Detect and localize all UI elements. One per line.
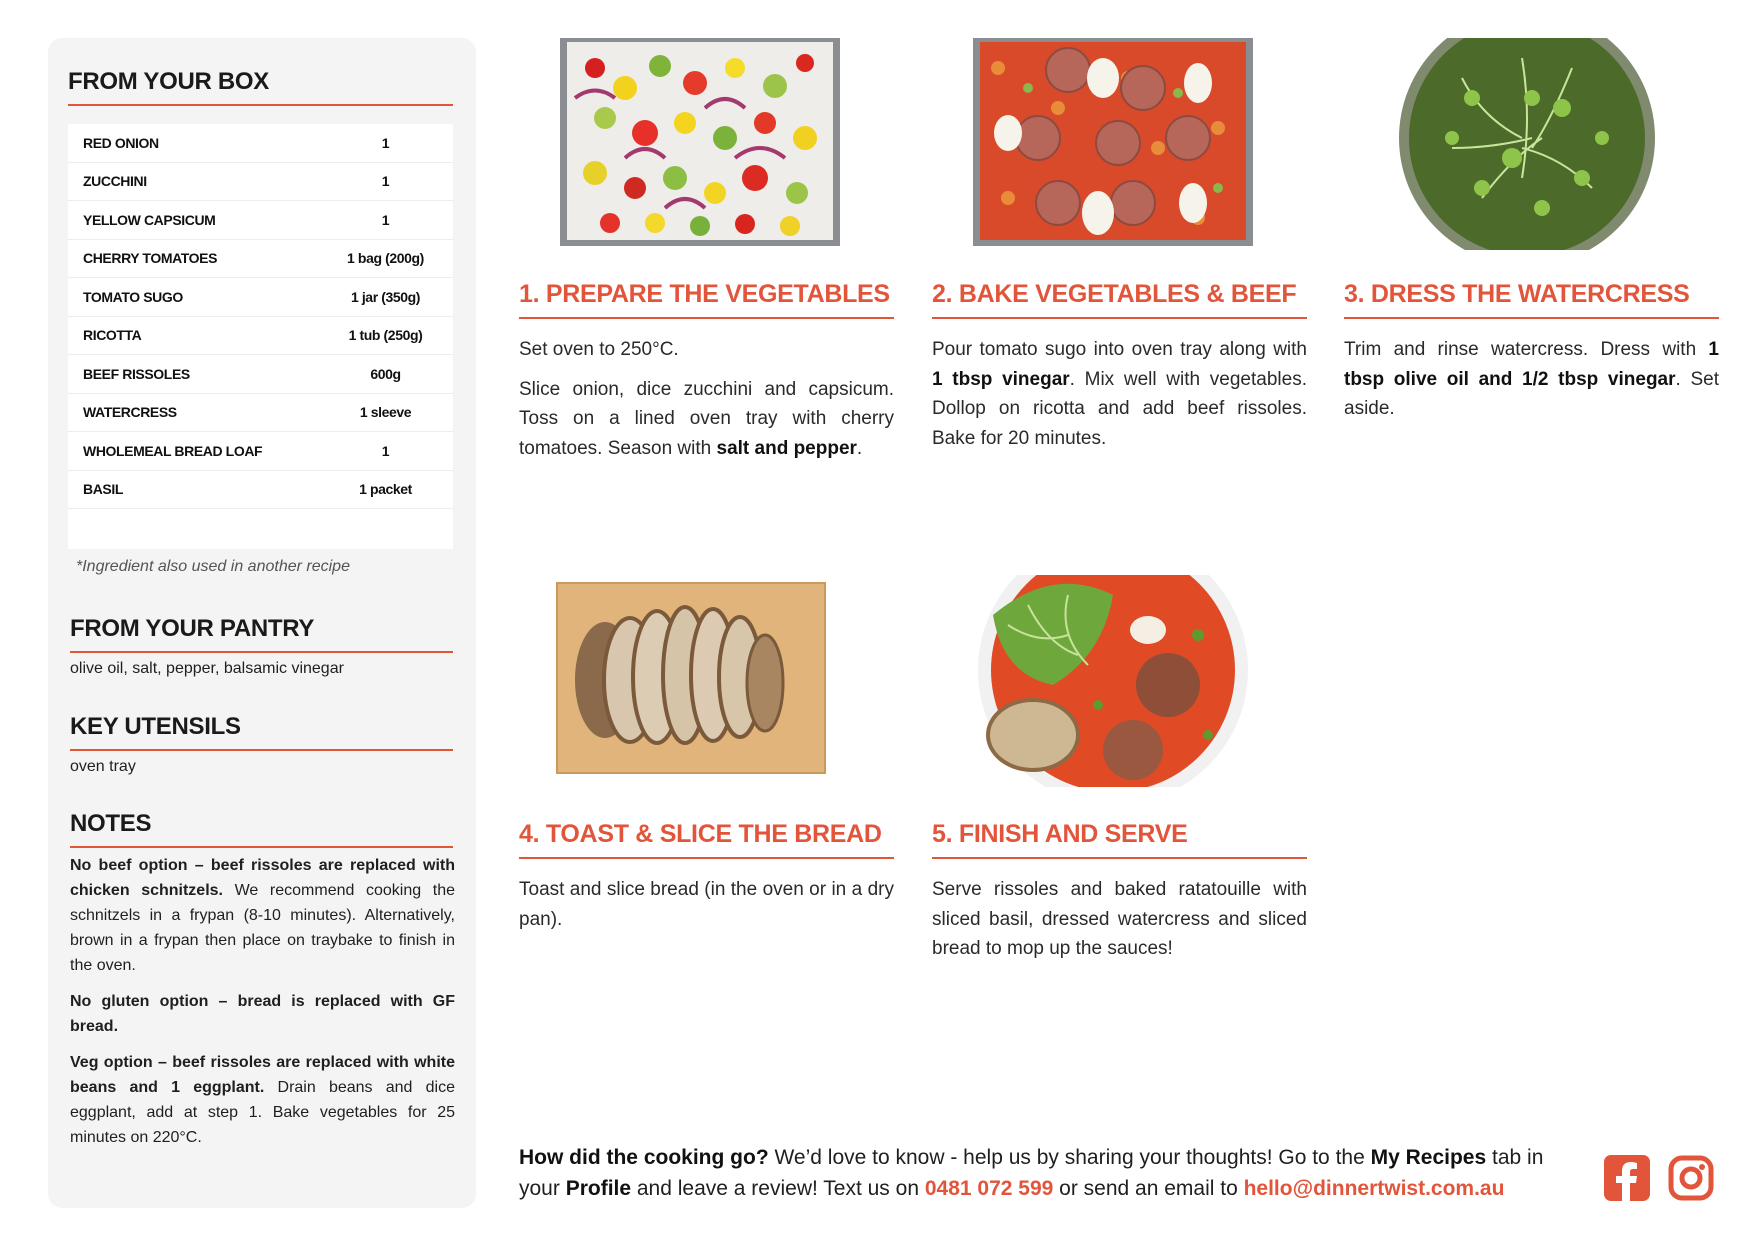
ingredient-qty: 1 tub (250g) [348,327,423,344]
step-3-p [1344,335,1719,424]
ingredient-qty: 1 [381,134,390,151]
step-3-body [1344,335,1719,434]
instagram-icon[interactable] [1668,1155,1714,1201]
step-5-body [932,875,1307,974]
step-1-p1: Set oven to 250°C. [519,339,679,360]
watercress-bowl-image [1362,38,1692,250]
table-row [68,355,453,394]
note-veg [70,1050,455,1150]
ingredient-name: RICOTTA [83,327,142,344]
feedback-text-4: or send an email to [1053,1177,1244,1200]
ingredient-name: WHOLEMEAL BREAD LOAF [83,442,263,459]
facebook-icon[interactable] [1604,1155,1650,1201]
feedback-footer [519,1142,1579,1204]
ingredient-qty: 1 bag (200g) [347,250,424,267]
ingredient-qty: 1 [381,211,390,228]
feedback-question: How did the cooking go? [519,1146,769,1169]
step-3-text: Trim and rinse watercress. Dress with [1344,339,1709,360]
step-3-title: 3. DRESS THE WATERCRESS [1344,280,1719,319]
step-4-p: Toast and slice bread (in the oven or in a dry pan). [519,879,894,930]
ingredients-table [68,124,453,549]
table-row [68,278,453,317]
step-1-p2-text: Slice onion, dice zucchini and capsicum. Toss on a lined oven tray with cherry tomatoes. Season with [519,378,894,459]
note-gluten [70,989,455,1039]
ingredient-name: ZUCCHINI [83,173,147,190]
step-1-title: 1. PREPARE THE VEGETABLES [519,280,894,319]
step-2-text: Pour tomato sugo into oven tray along with [932,339,1307,360]
step-2-p [932,335,1307,453]
utensils-text: oven tray [70,758,136,775]
ingredient-qty: 1 [381,173,390,190]
profile-label: Profile [565,1177,632,1200]
plated-dish-image [948,575,1278,787]
ingredient-footnote: *Ingredient also used in another recipe [76,558,350,575]
phone-link[interactable]: 0481 072 599 [924,1177,1054,1200]
step-4-title: 4. TOAST & SLICE THE BREAD [519,820,894,859]
note-veg-bold: Veg option – beef rissoles are replaced with white beans and 1 eggplant. [70,1054,455,1096]
ingredient-name: WATERCRESS [83,404,177,421]
ingredient-qty: 600g [370,365,401,382]
notes-title: NOTES [70,810,453,848]
ingredient-name: YELLOW CAPSICUM [83,211,216,228]
note-beef-text: We recommend cooking the schnitzels in a frypan (8-10 minutes). Alternatively, brown in a frypan then place on traybake to finish in the oven. [70,882,455,974]
step-1-p2-end: . [856,437,863,459]
step-2-bold: 1 tbsp vinegar [932,368,1070,390]
table-row [68,240,453,279]
ingredient-name: BASIL [83,481,124,498]
step-3-bold: 1 tbsp olive oil and 1/2 tbsp vinegar [1344,339,1719,390]
ingredient-qty: 1 sleeve [359,404,412,421]
table-row [68,163,453,202]
step-1-p2-bold: salt and pepper [716,437,857,459]
pantry-text: olive oil, salt, pepper, balsamic vinegar [70,660,344,677]
box-title: FROM YOUR BOX [68,68,453,106]
ingredients-sidebar [48,38,476,1208]
table-row [68,201,453,240]
step-1-body [519,335,894,473]
table-row [68,317,453,356]
feedback-text-2: tab in your [519,1146,1544,1200]
ingredient-name: BEEF RISSOLES [83,365,190,382]
step-2-title: 2. BAKE VEGETABLES & BEEF [932,280,1307,319]
vegetables-tray-image [535,38,865,250]
pantry-title: FROM YOUR PANTRY [70,615,453,653]
note-beef-bold: No beef option – beef rissoles are replaced with chicken schnitzels. [70,857,455,899]
table-row [68,471,453,510]
feedback-text-1: We’d love to know - help us by sharing your thoughts! Go to the [768,1146,1371,1169]
step-5-title: 5. FINISH AND SERVE [932,820,1307,859]
ingredient-qty: 1 jar (350g) [350,288,421,305]
my-recipes-label: My Recipes [1370,1146,1487,1169]
table-row [68,124,453,163]
ingredient-qty: 1 packet [359,481,412,498]
ingredient-name: CHERRY TOMATOES [83,250,218,267]
step-5-p: Serve rissoles and baked ratatouille with sliced basil, dressed watercress and sliced bread to mop up the sauces! [932,879,1307,959]
step-2-end: . Mix well with vegetables. Dollop on ricotta and add beef rissoles. Bake for 20 minutes. [932,368,1307,449]
step-3-end: . Set aside. [1344,368,1720,419]
note-veg-text: Drain beans and dice eggplant, add at step 1. Bake vegetables for 25 minutes on 220°C. [70,1079,456,1146]
feedback-text-3: and leave a review! Text us on [631,1177,925,1200]
utensils-title: KEY UTENSILS [70,713,453,751]
bread-board-image [535,575,865,787]
table-row [68,394,453,433]
table-row [68,432,453,471]
ingredient-qty: 1 [381,442,390,459]
step-2-body [932,335,1307,463]
ingredient-name: RED ONION [83,134,159,151]
email-link[interactable]: hello@dinnertwist.com.au [1243,1177,1505,1200]
step-4-body [519,875,894,944]
notes-body [70,853,455,1161]
rissoles-tray-image [948,38,1278,250]
note-gluten-bold: No gluten option – bread is replaced with GF bread. [70,993,455,1035]
step-1-p2 [519,375,894,464]
note-beef [70,853,455,978]
ingredient-name: TOMATO SUGO [83,288,183,305]
